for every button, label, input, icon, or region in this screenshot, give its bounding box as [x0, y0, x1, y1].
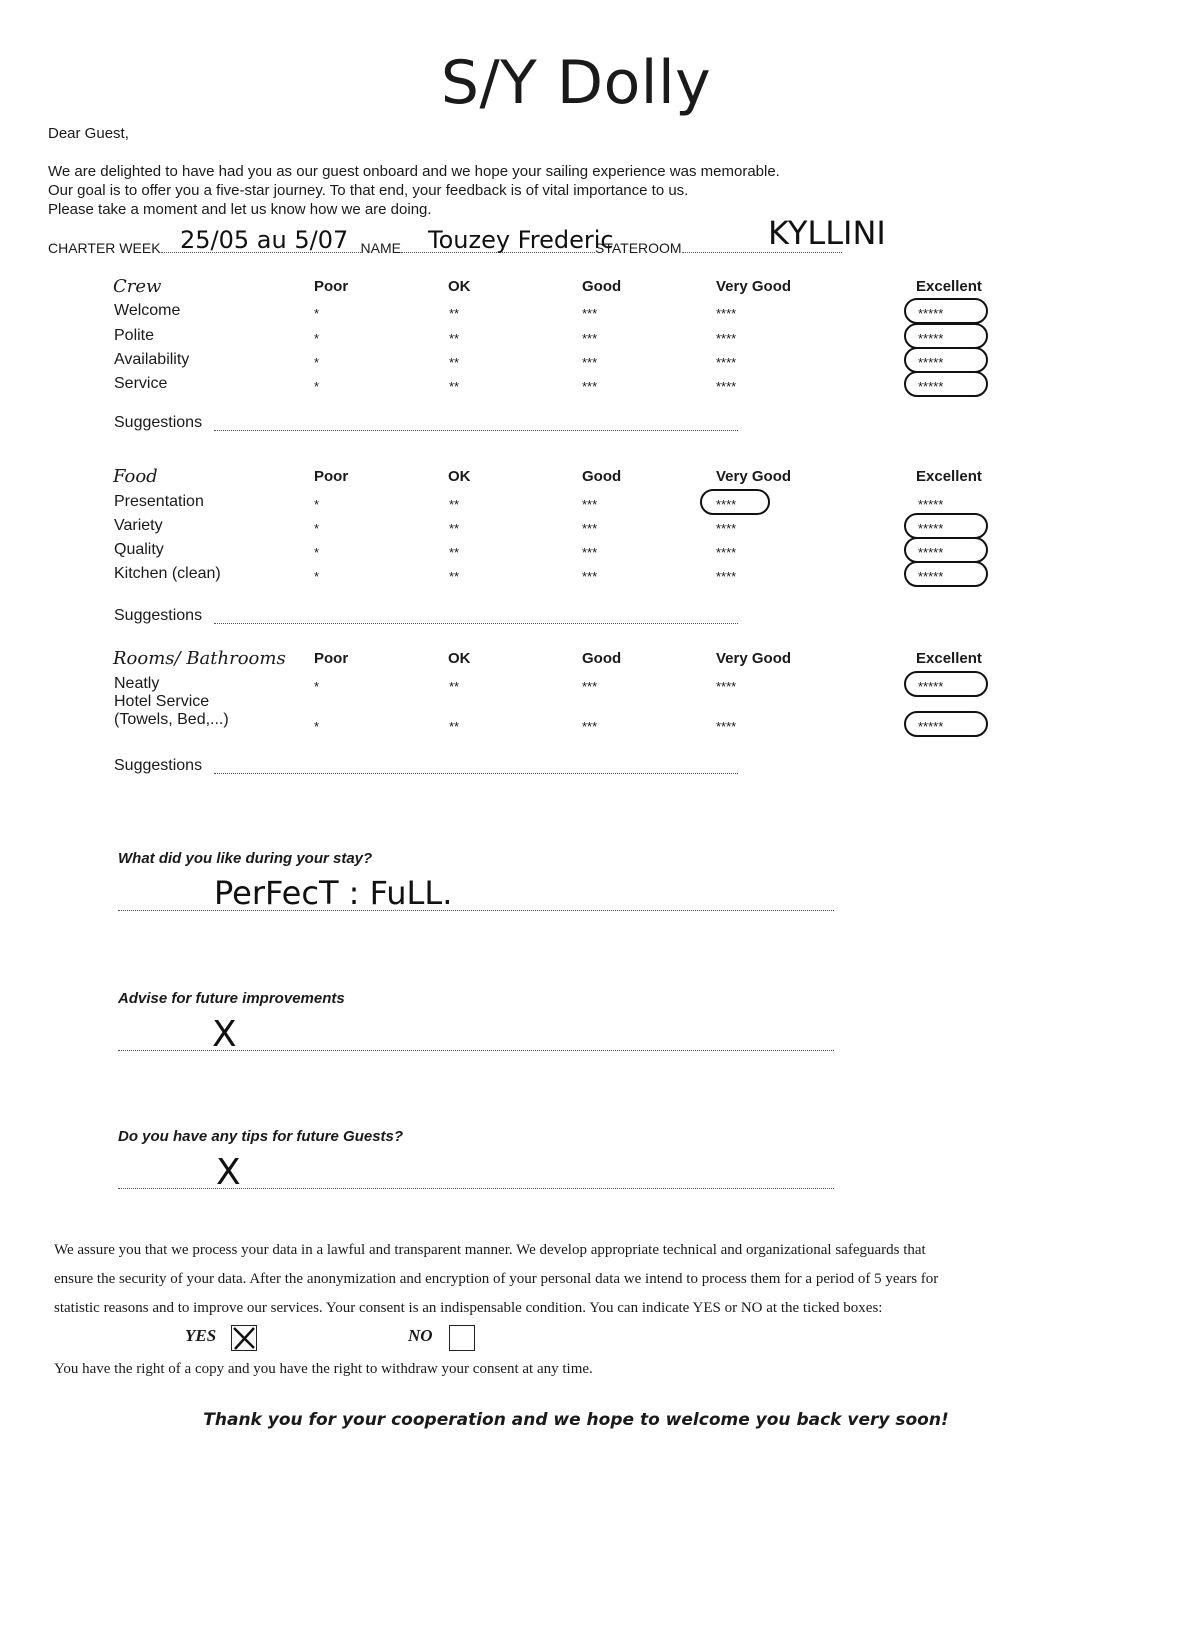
- suggestions-field[interactable]: [214, 623, 738, 624]
- column-header: Excellent: [916, 650, 982, 667]
- row-label-text: Polite: [114, 327, 155, 344]
- rating-option[interactable]: **: [449, 331, 460, 346]
- rating-option[interactable]: **: [449, 545, 460, 560]
- rights-text: You have the right of a copy and you have the right to withdraw your consent at any time.: [54, 1361, 593, 1377]
- form-title: S/Y Dolly: [440, 48, 712, 118]
- check-x-icon: [232, 1326, 256, 1350]
- selected-rating-circle: [904, 671, 988, 697]
- row-label: [114, 541, 164, 559]
- suggestions-field[interactable]: [214, 773, 738, 774]
- selected-rating-circle: [904, 347, 988, 373]
- question-label: What did you like during your stay?: [118, 850, 373, 867]
- rating-option[interactable]: ***: [582, 545, 598, 560]
- rating-option[interactable]: **: [449, 355, 460, 370]
- rating-option[interactable]: ****: [716, 545, 737, 560]
- rating-option[interactable]: ***: [582, 497, 598, 512]
- rating-option[interactable]: ****: [716, 679, 737, 694]
- rating-option[interactable]: ***: [582, 719, 598, 734]
- rating-option[interactable]: *****: [918, 331, 944, 346]
- rating-option[interactable]: **: [449, 521, 460, 536]
- consent-no-label: NO: [408, 1326, 433, 1345]
- row-label: [114, 693, 229, 729]
- rating-option[interactable]: *: [314, 569, 320, 584]
- rating-option[interactable]: *: [314, 379, 320, 394]
- rating-option[interactable]: ****: [716, 306, 737, 321]
- rating-option[interactable]: ***: [582, 569, 598, 584]
- column-header: OK: [448, 468, 471, 485]
- rating-option[interactable]: *: [314, 521, 320, 536]
- rating-option[interactable]: *****: [918, 679, 944, 694]
- suggestions-field[interactable]: [214, 430, 738, 431]
- rating-option[interactable]: *: [314, 306, 320, 321]
- row-label-text: Neatly: [114, 675, 160, 692]
- intro-paragraph: [48, 162, 780, 219]
- row-label-text: Quality: [114, 541, 164, 558]
- suggestions-label: Suggestions: [114, 607, 203, 624]
- row-label: [114, 302, 180, 320]
- rating-option[interactable]: ****: [716, 355, 737, 370]
- column-header: Good: [582, 650, 622, 667]
- handwritten-answer: X: [216, 1152, 241, 1193]
- column-header: Poor: [314, 650, 349, 667]
- rating-option[interactable]: **: [449, 719, 460, 734]
- charter-week-label: CHARTER WEEK: [48, 240, 161, 256]
- consent-no-checkbox[interactable]: [449, 1325, 475, 1351]
- row-label-text: Hotel Service: [114, 693, 210, 710]
- selected-rating-circle: [904, 537, 988, 563]
- rating-option[interactable]: ***: [582, 379, 598, 394]
- rating-option[interactable]: *: [314, 497, 320, 512]
- row-label: [114, 493, 204, 511]
- column-header: Good: [582, 278, 622, 295]
- row-label-text: (Towels, Bed,...): [114, 711, 229, 728]
- column-header: Very Good: [716, 278, 792, 295]
- column-header: OK: [448, 278, 471, 295]
- rating-option[interactable]: **: [449, 569, 460, 584]
- row-label-text: Welcome: [114, 302, 181, 319]
- name-label: NAME: [360, 240, 401, 256]
- column-header: Poor: [314, 278, 349, 295]
- rating-option[interactable]: *: [314, 331, 320, 346]
- rating-option[interactable]: *: [314, 545, 320, 560]
- column-header: Good: [582, 468, 622, 485]
- rating-option[interactable]: *****: [918, 497, 944, 512]
- selected-rating-circle: [904, 561, 988, 587]
- rating-option[interactable]: ***: [582, 306, 598, 321]
- rating-option[interactable]: *****: [918, 355, 944, 370]
- row-label: [114, 517, 163, 535]
- stateroom-label: STATEROOM: [595, 240, 682, 256]
- rating-option[interactable]: *****: [918, 545, 944, 560]
- selected-rating-circle: [904, 323, 988, 349]
- rating-option[interactable]: **: [449, 379, 460, 394]
- consent-yes-checkbox[interactable]: [231, 1325, 257, 1351]
- suggestions-label: Suggestions: [114, 757, 203, 774]
- rating-option[interactable]: *: [314, 719, 320, 734]
- rating-option[interactable]: *****: [918, 569, 944, 584]
- row-label-text: Service: [114, 375, 168, 392]
- row-label-text: Kitchen (clean): [114, 565, 221, 582]
- row-label: [114, 327, 154, 345]
- intro-line: Our goal is to offer you a five-star journey. To that end, your feedback is of vital importance to us.: [48, 182, 689, 199]
- intro-line: We are delighted to have had you as our guest onboard and we hope your sailing experience was memorable.: [48, 163, 780, 180]
- row-label-text: Presentation: [114, 493, 204, 510]
- row-label: [114, 375, 167, 393]
- section-title: Rooms/ Bathrooms: [113, 648, 286, 669]
- rating-option[interactable]: ***: [582, 331, 598, 346]
- selected-rating-circle: [904, 298, 988, 324]
- intro-line: Please take a moment and let us know how we are doing.: [48, 201, 432, 218]
- closing-message: Thank you for your cooperation and we hope to welcome you back very soon!: [203, 1410, 949, 1430]
- privacy-notice: [54, 1236, 1114, 1323]
- rating-option[interactable]: *****: [918, 306, 944, 321]
- rating-option[interactable]: ***: [582, 355, 598, 370]
- rating-option[interactable]: *: [314, 355, 320, 370]
- stateroom-field[interactable]: [682, 252, 842, 253]
- section-title: Crew: [113, 276, 162, 297]
- rating-option[interactable]: ****: [716, 331, 737, 346]
- rating-option[interactable]: *****: [918, 521, 944, 536]
- privacy-line: statistic reasons and to improve our services. Your consent is an indispensable condition. You can indicate YES or NO at the ticked boxes:: [54, 1300, 883, 1316]
- rating-option[interactable]: **: [449, 306, 460, 321]
- privacy-line: ensure the security of your data. After the anonymization and encryption of your personal data we intend to process them for a period of 5 years for: [54, 1271, 939, 1287]
- handwritten-answer: X: [212, 1014, 237, 1055]
- section-title: Food: [113, 466, 158, 487]
- name-value: Touzey Frederic: [428, 226, 614, 254]
- rating-option[interactable]: *: [314, 679, 320, 694]
- rating-option[interactable]: ****: [716, 569, 737, 584]
- selected-rating-circle: [904, 513, 988, 539]
- suggestions-label: Suggestions: [114, 414, 203, 431]
- selected-rating-circle: [904, 371, 988, 397]
- column-header: Poor: [314, 468, 349, 485]
- rating-option[interactable]: ****: [716, 379, 737, 394]
- consent-yes-label: YES: [185, 1326, 217, 1345]
- stateroom-value: KYLLINI: [768, 214, 886, 252]
- rating-option[interactable]: *****: [918, 379, 944, 394]
- greeting: Dear Guest,: [48, 125, 129, 142]
- column-header: OK: [448, 650, 471, 667]
- rating-option[interactable]: ***: [582, 521, 598, 536]
- column-header: Excellent: [916, 278, 982, 295]
- question-label: Do you have any tips for future Guests?: [118, 1128, 404, 1145]
- rating-option[interactable]: **: [449, 497, 460, 512]
- rating-option[interactable]: ****: [716, 497, 737, 512]
- column-header: Very Good: [716, 468, 792, 485]
- column-header: Very Good: [716, 650, 792, 667]
- column-header: Excellent: [916, 468, 982, 485]
- selected-rating-circle: [904, 711, 988, 737]
- rating-option[interactable]: ***: [582, 679, 598, 694]
- row-label-text: Availability: [114, 351, 190, 368]
- row-label-text: Variety: [114, 517, 163, 534]
- rating-option[interactable]: ****: [716, 719, 737, 734]
- rating-option[interactable]: **: [449, 679, 460, 694]
- privacy-line: We assure you that we process your data in a lawful and transparent manner. We develop appropriate technical and organizational safeguards that: [54, 1242, 926, 1258]
- selected-rating-circle: [700, 489, 770, 515]
- rating-option[interactable]: *****: [918, 719, 944, 734]
- row-label: [114, 675, 159, 693]
- row-label: [114, 351, 189, 369]
- handwritten-answer: PerFecT : FuLL.: [214, 874, 453, 912]
- question-label: Advise for future improvements: [118, 990, 345, 1007]
- charter-week-value: 25/05 au 5/07: [180, 226, 349, 254]
- rating-option[interactable]: ****: [716, 521, 737, 536]
- row-label: [114, 565, 221, 583]
